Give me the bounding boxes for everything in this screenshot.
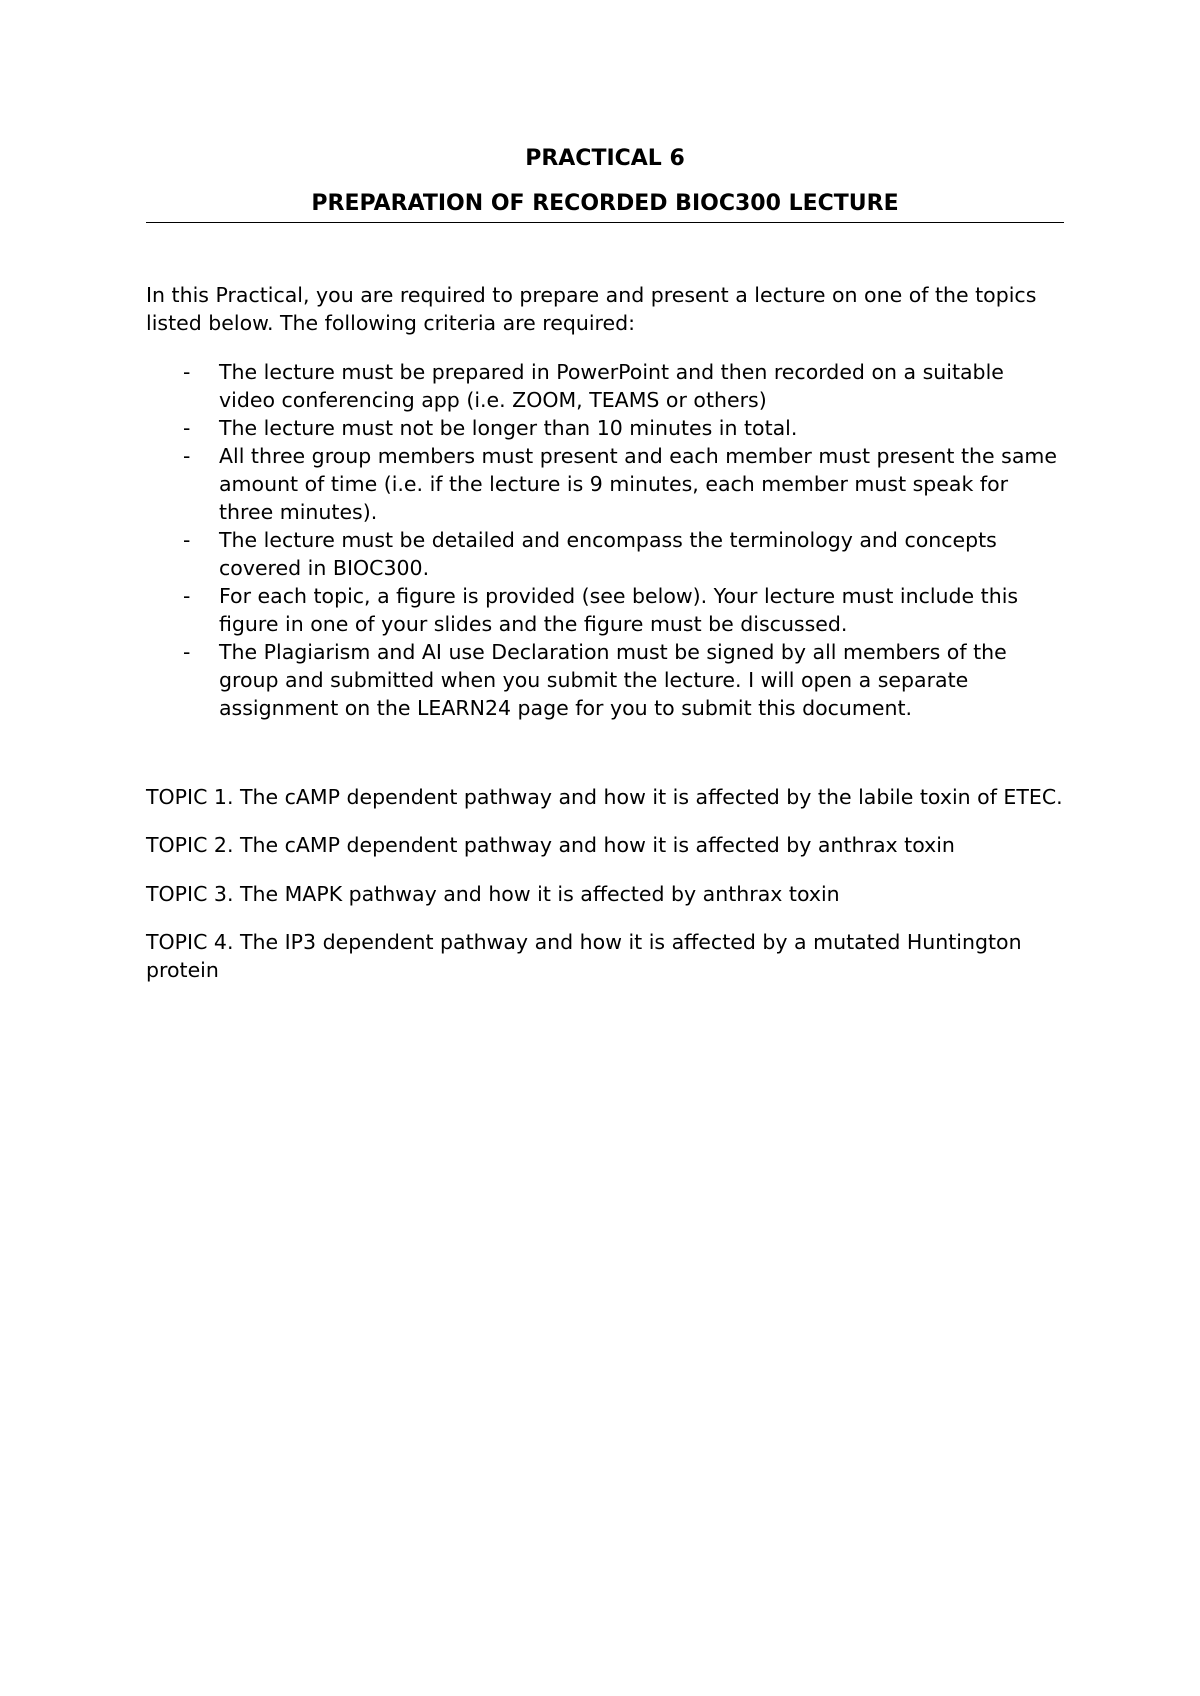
criteria-item [146,358,1064,414]
page-content [146,142,1064,1000]
criteria-item [146,442,1064,526]
intro-paragraph: In this Practical, you are required to prepare and present a lecture on one of the topics listed below. The following criteria are required: [146,283,1037,335]
topic-1: TOPIC 1. The cAMP dependent pathway and how it is affected by the labile toxin of ETEC. [146,784,1063,809]
criteria-text: The lecture must be prepared in PowerPoint and then recorded on a suitable video conferencing app (i.e. ZOOM, TEAMS or others) [219,359,1004,412]
criteria-item [146,638,1064,722]
subtitle-underline [146,187,1064,223]
criteria-list [146,358,1064,722]
criteria-item [146,414,1064,442]
bullet-dash: - [183,415,191,440]
criteria-item [146,582,1064,638]
bullet-dash: - [183,527,191,552]
bullet-dash: - [183,359,191,384]
bullet-dash: - [183,583,191,608]
criteria-text: The lecture must be detailed and encompass the terminology and concepts covered in BIOC300. [219,527,997,580]
topic-4: TOPIC 4. The IP3 dependent pathway and how it is affected by a mutated Huntington protein [146,930,1022,982]
topic-2: TOPIC 2. The cAMP dependent pathway and how it is affected by anthrax toxin [146,833,955,857]
criteria-text: The Plagiarism and AI use Declaration must be signed by all members of the group and submitted when you submit the lecture. I will open a separate assignment on the LEARN24 page for you to submit this document. [219,639,1007,720]
page-subtitle: PREPARATION OF RECORDED BIOC300 LECTURE [311,191,899,216]
bullet-dash: - [183,639,191,664]
criteria-text: For each topic, a figure is provided (see below). Your lecture must include this figure in one of your slides and the figure must be discussed. [219,583,1019,636]
page-title: PRACTICAL 6 [525,146,685,171]
topic-3: TOPIC 3. The MAPK pathway and how it is affected by anthrax toxin [146,881,840,906]
criteria-item [146,526,1064,582]
criteria-text: All three group members must present and each member must present the same amount of time (i.e. if the lecture is 9 minutes, each member must speak for three minutes). [219,443,1057,524]
topics-section [146,783,1064,985]
criteria-text: The lecture must not be longer than 10 minutes in total. [219,415,798,440]
bullet-dash: - [183,443,191,468]
